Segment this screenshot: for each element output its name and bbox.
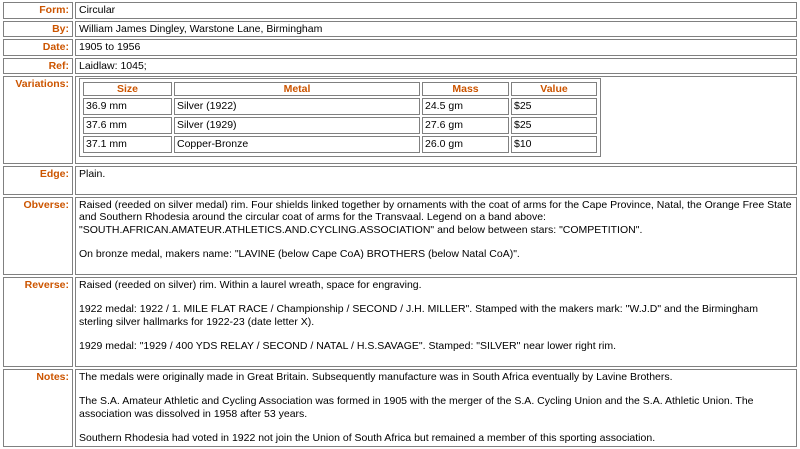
variations-header-row [83,82,597,96]
header-size: Size [83,82,172,96]
header-value: Value [511,82,597,96]
reverse-value [75,277,797,367]
header-mass: Mass [422,82,509,96]
details-table [1,0,799,449]
cell-size: 36.9 mm [83,98,172,115]
reverse-paragraph: Raised (reeded on silver) rim. Within a laurel wreath, space for engraving. [79,278,422,291]
obverse-paragraph: Raised (reeded on silver medal) rim. Four shields linked together by ornaments with the coat of arms for the Cape Province, Natal, the Orange Free State and Southern Rhodesia around the circular coat of arms for the Transvaal. Legend on a band above: "SOUTH.AFRICAN.AMATEUR.ATHLETICS.AND.CYCLING.ASSOCIATION" and below between stars: "COMPETITION". [79,198,792,236]
row-date [3,39,797,56]
notes-paragraph: Southern Rhodesia had voted in 1922 not join the Union of South Africa but remained a member of this sporting association. [79,432,656,444]
medal-details-page [1,0,799,449]
row-variations [3,76,797,164]
reverse-label: Reverse: [3,277,73,367]
cell-size: 37.6 mm [83,117,172,134]
form-label: Form: [3,2,73,19]
row-form [3,2,797,19]
cell-value: $10 [511,136,597,153]
cell-metal: Silver (1922) [174,98,420,115]
notes-value [75,369,797,447]
cell-value: $25 [511,98,597,115]
cell-metal: Copper-Bronze [174,136,420,153]
variations-table-frame [79,78,601,157]
table-row [83,136,597,153]
row-notes [3,369,797,447]
notes-paragraph: The S.A. Amateur Athletic and Cycling Association was formed in 1905 with the merger of the S.A. Cycling Union and the S.A. Athletic Union. The association was dissolved in 1958 after 53 years. [79,395,754,420]
by-label: By: [3,21,73,38]
cell-size: 37.1 mm [83,136,172,153]
row-edge [3,166,797,195]
row-obverse [3,197,797,275]
edge-label: Edge: [3,166,73,195]
table-row [83,98,597,115]
date-value: 1905 to 1956 [75,39,797,56]
row-ref [3,58,797,75]
variations-label: Variations: [3,76,73,164]
cell-mass: 27.6 gm [422,117,509,134]
cell-mass: 24.5 gm [422,98,509,115]
header-metal: Metal [174,82,420,96]
obverse-label: Obverse: [3,197,73,275]
form-value: Circular [75,2,797,19]
row-reverse [3,277,797,367]
cell-metal: Silver (1929) [174,117,420,134]
ref-label: Ref: [3,58,73,75]
edge-value: Plain. [75,166,797,195]
reverse-paragraph: 1929 medal: "1929 / 400 YDS RELAY / SECOND / NATAL / H.S.SAVAGE". Stamped: "SILVER" near lower right rim. [79,340,617,352]
notes-label: Notes: [3,369,73,447]
row-by [3,21,797,38]
variations-cell [75,76,797,164]
ref-value: Laidlaw: 1045; [75,58,797,75]
obverse-paragraph: On bronze medal, makers name: "LAVINE (below Cape CoA) BROTHERS (below Natal CoA)". [79,248,520,260]
reverse-paragraph: 1922 medal: 1922 / 1. MILE FLAT RACE / Championship / SECOND / J.H. MILLER". Stamped with the makers mark: "W.J.D" and the Birmingham sterling silver hallmarks for 1922-23 (date letter X). [79,303,758,328]
cell-mass: 26.0 gm [422,136,509,153]
obverse-value [75,197,797,275]
cell-value: $25 [511,117,597,134]
table-row [83,117,597,134]
date-label: Date: [3,39,73,56]
notes-paragraph: The medals were originally made in Great Britain. Subsequently manufacture was in South Africa eventually by Lavine Brothers. [79,370,673,383]
variations-table [81,80,599,155]
by-value: William James Dingley, Warstone Lane, Birmingham [75,21,797,38]
